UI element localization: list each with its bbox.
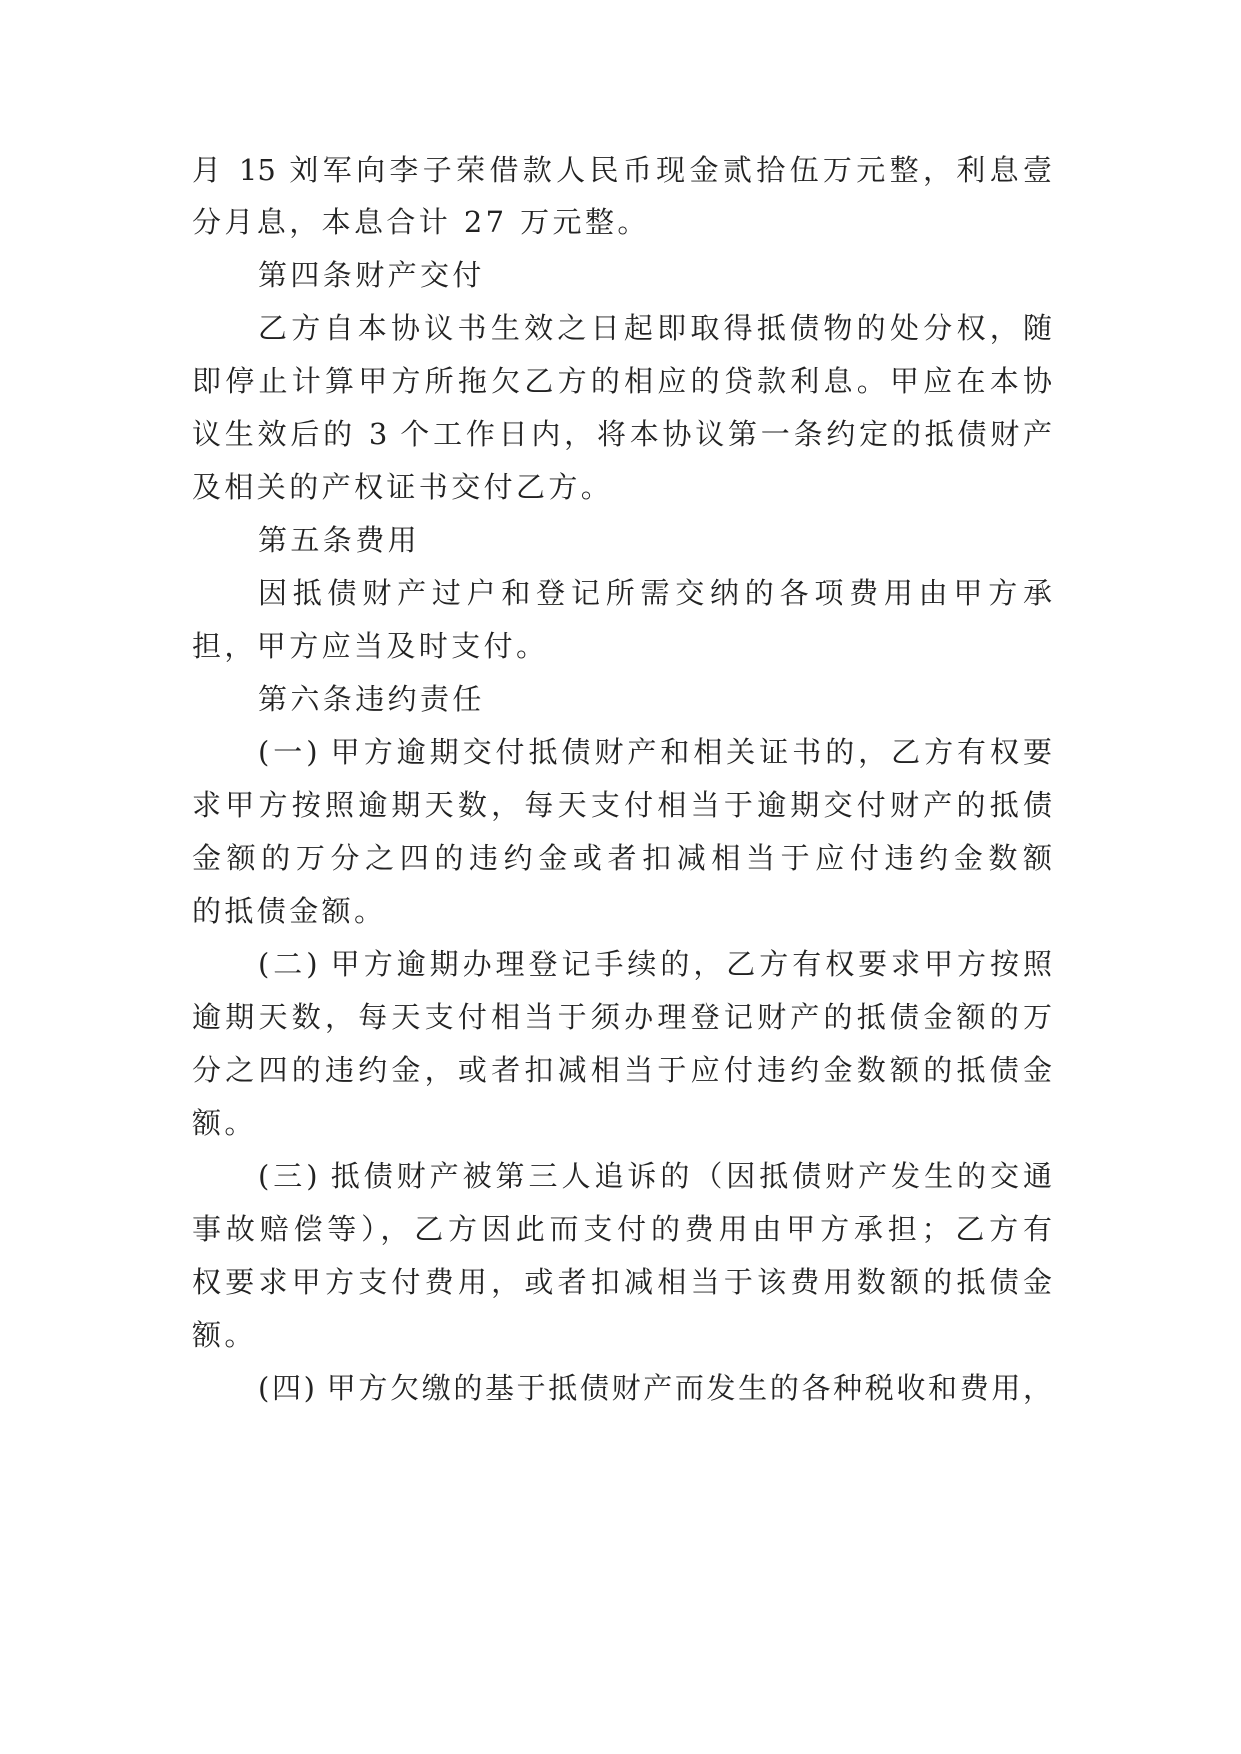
text-line: 议生效后的 3 个工作日内，将本协议第一条约定的抵债财产 <box>192 417 1052 451</box>
text-line: 求甲方按照逾期天数，每天支付相当于逾期交付财产的抵债 <box>192 788 1052 822</box>
section-heading: 第六条违约责任 <box>258 682 485 716</box>
text-line: 分之四的违约金，或者扣减相当于应付违约金数额的抵债金 <box>192 1053 1052 1087</box>
section-heading: 第四条财产交付 <box>258 258 485 292</box>
text-line: 逾期天数，每天支付相当于须办理登记财产的抵债金额的万 <box>192 1000 1052 1034</box>
text-line: 因抵债财产过户和登记所需交纳的各项费用由甲方承 <box>258 576 1052 610</box>
text-line: (三) 抵债财产被第三人追诉的（因抵债财产发生的交通 <box>258 1159 1052 1193</box>
text-line: 即停止计算甲方所拖欠乙方的相应的贷款利息。甲应在本协 <box>192 364 1052 398</box>
text-line: 额。 <box>192 1106 257 1140</box>
section-heading: 第五条费用 <box>258 523 421 557</box>
text-line: 分月息，本息合计 27 万元整。 <box>192 205 650 239</box>
text-line: 额。 <box>192 1318 257 1352</box>
text-line: 的抵债金额。 <box>192 894 387 928</box>
text-line: 担，甲方应当及时支付。 <box>192 629 549 663</box>
text-line: 权要求甲方支付费用，或者扣减相当于该费用数额的抵债金 <box>192 1265 1052 1299</box>
text-line: (四) 甲方欠缴的基于抵债财产而发生的各种税收和费用， <box>258 1371 1052 1405</box>
text-line: 事故赔偿等），乙方因此而支付的费用由甲方承担；乙方有 <box>192 1212 1052 1246</box>
text-line: 及相关的产权证书交付乙方。 <box>192 470 614 504</box>
text-line: (一) 甲方逾期交付抵债财产和相关证书的，乙方有权要 <box>258 735 1052 769</box>
text-line: (二) 甲方逾期办理登记手续的，乙方有权要求甲方按照 <box>258 947 1052 981</box>
text-line: 月 15 刘军向李子荣借款人民币现金贰拾伍万元整，利息壹 <box>192 153 1052 187</box>
text-line: 金额的万分之四的违约金或者扣减相当于应付违约金数额 <box>192 841 1052 875</box>
text-line: 乙方自本协议书生效之日起即取得抵债物的处分权，随 <box>258 311 1052 345</box>
